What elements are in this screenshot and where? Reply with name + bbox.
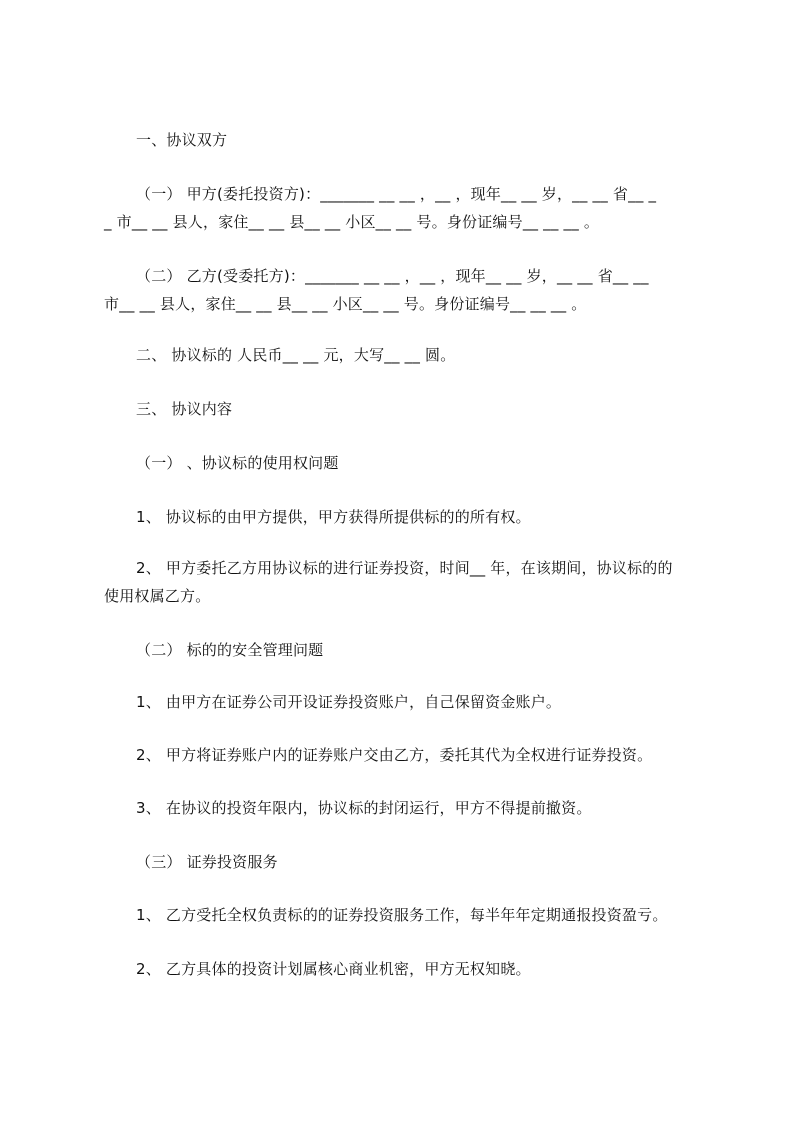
subsection-2-item-3: 3、 在协议的投资年限内，协议标的封闭运行，甲方不得提前撤资。: [136, 799, 592, 817]
subsection-1-item-2-line-2: 使用权属乙方。: [104, 587, 211, 605]
section-1-heading: 一、协议双方: [136, 131, 228, 149]
subsection-1-heading: （一） 、协议标的使用权问题: [136, 454, 339, 472]
subsection-2-item-1: 1、 由甲方在证券公司开设证券投资账户，自己保留资金账户。: [136, 693, 562, 711]
subsection-3-item-2: 2、 乙方具体的投资计划属核心商业机密，甲方无权知晓。: [136, 960, 531, 978]
subsection-1-item-2-line-1: 2、 甲方委托乙方用协议标的进行证券投资，时间__ 年，在该期间，协议标的的: [136, 559, 673, 577]
section-2-subject: 二、 协议标的 人民币__ __ 元，大写__ __ 圆。: [136, 346, 456, 364]
party-b-line-1: （二） 乙方(受委托方)：_______ __ __ ，__ ，现年__ __ 岁，__ __ 省__ __: [136, 267, 649, 285]
party-a-line-1: （一） 甲方(委托投资方)：_______ __ __ ，__ ，现年__ __ 岁，__ __ 省__ _: [136, 185, 657, 203]
party-b-line-2: 市__ __ 县人，家住__ __ 县__ __ 小区__ __ 号。身份证编号__ __ __ 。: [104, 295, 587, 313]
subsection-3-heading: （三） 证券投资服务: [136, 853, 278, 871]
party-a-line-2: _ 市__ __ 县人，家住__ __ 县__ __ 小区__ __ 号。身份证编号__ __ __ 。: [104, 213, 600, 231]
subsection-1-item-1: 1、 协议标的由甲方提供，甲方获得所提供标的的所有权。: [136, 508, 531, 526]
section-3-heading: 三、 协议内容: [136, 400, 233, 418]
subsection-2-item-2: 2、 甲方将证券账户内的证券账户交由乙方，委托其代为全权进行证券投资。: [136, 746, 653, 764]
subsection-3-item-1: 1、 乙方受托全权负责标的的证券投资服务工作，每半年年定期通报投资盈亏。: [136, 906, 668, 924]
subsection-2-heading: （二） 标的的安全管理问题: [136, 641, 324, 659]
